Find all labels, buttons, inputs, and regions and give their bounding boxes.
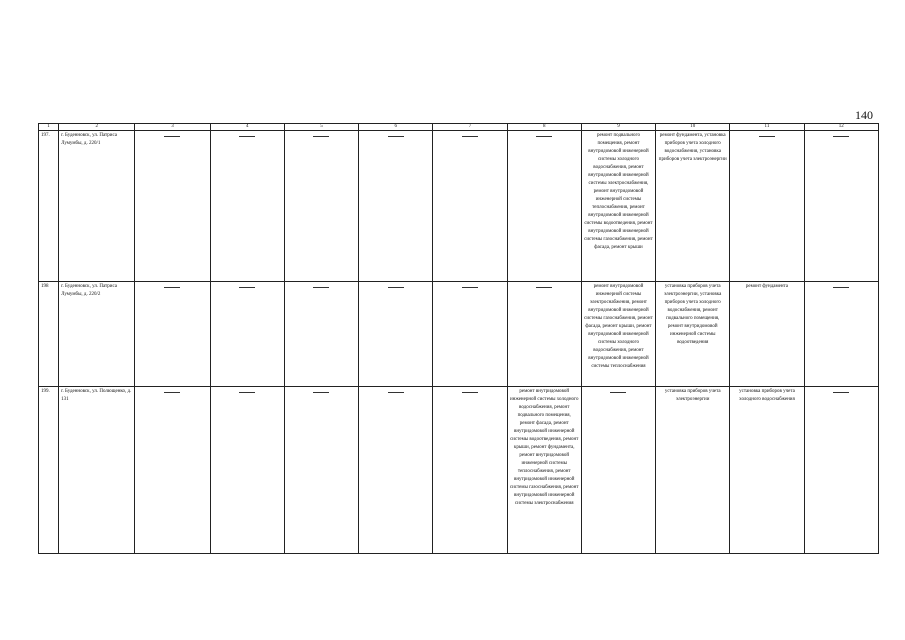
dash-mark: [164, 136, 180, 137]
works-cell: установка приборов учета холодного водоснабжения: [730, 387, 804, 554]
dash-mark: [388, 392, 404, 393]
column-header: 4: [210, 124, 284, 131]
table-row: [39, 131, 879, 282]
column-header: 10: [656, 124, 730, 131]
dash-mark: [313, 287, 329, 288]
empty-cell: [210, 387, 284, 554]
dash-mark: [462, 392, 478, 393]
column-header: 5: [284, 124, 358, 131]
empty-cell: [507, 282, 581, 387]
row-address: г. Буденновск, ул. Патриса Лумумбы, д. 220/1: [59, 131, 135, 282]
works-cell: ремонт подвального помещения, ремонт внутридомовой инженерной системы холодного водоснабжения, ремонт внутридомовой инженерной системы электроснабжения, ремонт внутридомовой инженерной системы теплоснабжения, ремонт внутридомовой инженерной системы водоотведения, ремонт внутридомовой инженерной системы газоснабжения, ремонт фасада, ремонт крыши: [581, 131, 655, 282]
dash-mark: [610, 392, 626, 393]
works-cell: установка приборов учета электроэнергии: [656, 387, 730, 554]
dash-mark: [388, 136, 404, 137]
row-number: 197.: [39, 131, 59, 282]
register-table: [38, 123, 879, 554]
empty-cell: [804, 387, 878, 554]
dash-mark: [833, 136, 849, 137]
works-cell: установка приборов учета электроэнергии, установка приборов учета холодного водоснабжения, ремонт подвального помещения, ремонт внутридомовой инженерной системы водоотведения: [656, 282, 730, 387]
empty-cell: [581, 387, 655, 554]
empty-cell: [433, 282, 507, 387]
dash-mark: [313, 136, 329, 137]
dash-mark: [536, 287, 552, 288]
column-header: 6: [359, 124, 433, 131]
column-header: 9: [581, 124, 655, 131]
empty-cell: [135, 387, 210, 554]
column-header: 7: [433, 124, 507, 131]
works-cell: ремонт фундамента, установка приборов учета холодного водоснабжения, установка приборов учета электроэнергии: [656, 131, 730, 282]
row-address: г. Буденновск, ул. Патриса Лумумбы, д. 220/2: [59, 282, 135, 387]
empty-cell: [730, 131, 804, 282]
dash-mark: [462, 136, 478, 137]
dash-mark: [536, 136, 552, 137]
empty-cell: [359, 387, 433, 554]
dash-mark: [239, 136, 255, 137]
dash-mark: [164, 392, 180, 393]
empty-cell: [804, 282, 878, 387]
dash-mark: [462, 287, 478, 288]
empty-cell: [359, 282, 433, 387]
empty-cell: [284, 282, 358, 387]
column-header: 8: [507, 124, 581, 131]
empty-cell: [284, 387, 358, 554]
table-row: [39, 282, 879, 387]
works-cell: ремонт фундамента: [730, 282, 804, 387]
empty-cell: [359, 131, 433, 282]
row-address: г. Буденновск, ул. Полющенко, д. 131: [59, 387, 135, 554]
column-header: 12: [804, 124, 878, 131]
row-number: 199.: [39, 387, 59, 554]
empty-cell: [210, 282, 284, 387]
empty-cell: [210, 131, 284, 282]
empty-cell: [135, 282, 210, 387]
row-number: 198: [39, 282, 59, 387]
column-header: 2: [59, 124, 135, 131]
column-header: 3: [135, 124, 210, 131]
empty-cell: [433, 387, 507, 554]
page-number: 140: [855, 108, 873, 122]
dash-mark: [239, 392, 255, 393]
works-cell: ремонт внутридомовой инженерной системы холодного водоснабжения, ремонт подвального помещения, ремонт фасада, ремонт внутридомовой инженерной системы водоотведения, ремонт крыши, ремонт фундамента, ремонт внутридомовой инженерной системы теплоснабжения, ремонт внутридомовой инженерной системы газоснабжения, ремонт внутридомовой инженерной системы электроснабжения: [507, 387, 581, 554]
empty-cell: [804, 131, 878, 282]
dash-mark: [833, 392, 849, 393]
empty-cell: [135, 131, 210, 282]
table-row: [39, 387, 879, 554]
header-row: [39, 124, 879, 131]
dash-mark: [164, 287, 180, 288]
dash-mark: [388, 287, 404, 288]
empty-cell: [433, 131, 507, 282]
dash-mark: [239, 287, 255, 288]
works-cell: ремонт внутридомовой инженерной системы электроснабжения, ремонт внутридомовой инженерной системы газоснабжения, ремонт фасада, ремонт крыши, ремонт внутридомовой инженерной системы холодного водоснабжения, ремонт внутридомовой инженерной системы теплоснабжения: [581, 282, 655, 387]
dash-mark: [313, 392, 329, 393]
dash-mark: [759, 136, 775, 137]
empty-cell: [507, 131, 581, 282]
empty-cell: [284, 131, 358, 282]
dash-mark: [833, 287, 849, 288]
column-header: 11: [730, 124, 804, 131]
column-header: 1: [39, 124, 59, 131]
